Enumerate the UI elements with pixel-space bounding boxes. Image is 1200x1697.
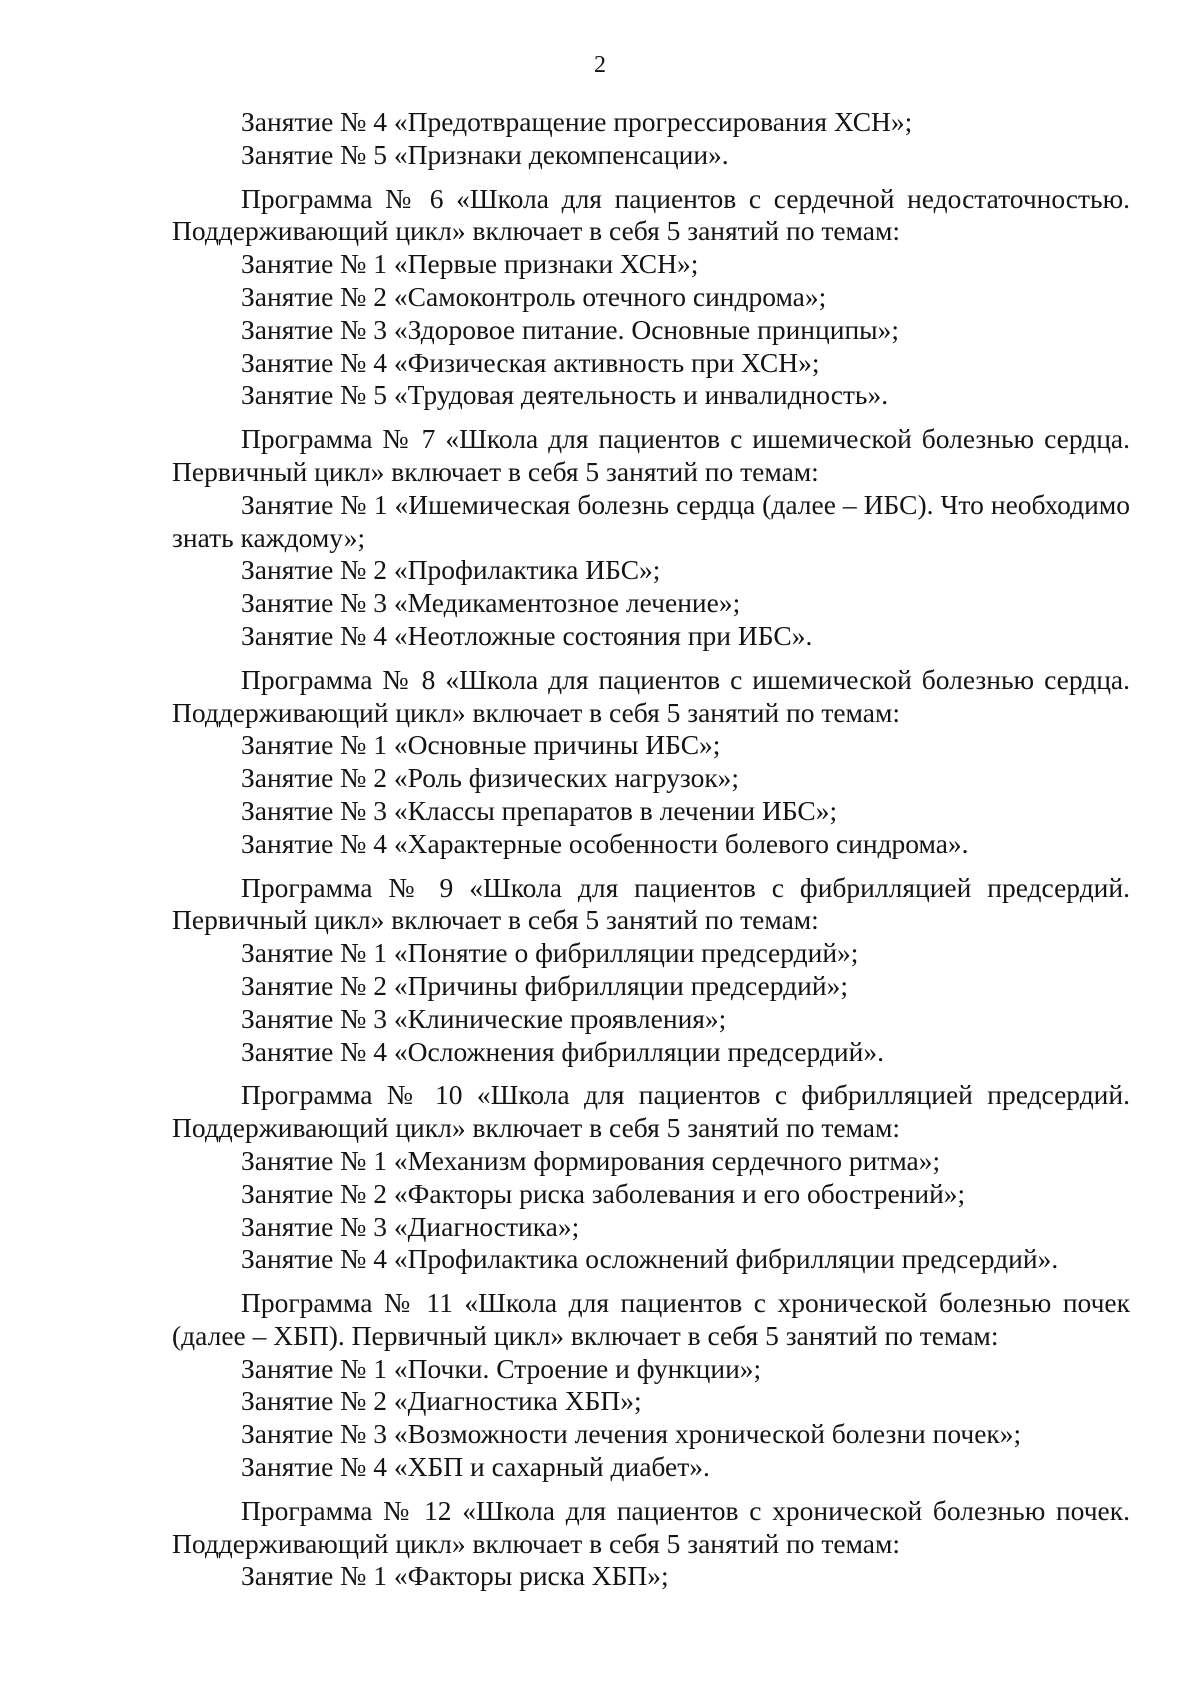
lesson-item: Занятие № 2 «Факторы риска заболевания и его обострений»; xyxy=(241,1177,966,1209)
lesson-item: Занятие № 2 «Диагностика ХБП»; xyxy=(241,1385,642,1417)
lesson-item: Занятие № 2 «Причины фибрилляции предсердий»; xyxy=(241,969,848,1001)
program-10-intro: Программа № 10 «Школа для пациентов с фибрилляцией предсердий. Поддерживающий цикл» включает в себя 5 занятий по темам: xyxy=(172,1079,1130,1144)
lesson-item: Занятие № 2 «Самоконтроль отечного синдрома»; xyxy=(241,280,827,312)
program-11-intro: Программа № 11 «Школа для пациентов с хронической болезнью почек (далее – ХБП). Первичный цикл» включает в себя 5 занятий по темам: xyxy=(172,1287,1130,1351)
document-body xyxy=(172,106,1130,1593)
lesson-item: Занятие № 3 «Клинические проявления»; xyxy=(241,1002,727,1034)
program-6-intro: Программа № 6 «Школа для пациентов с сердечной недостаточностью. Поддерживающий цикл» включает в себя 5 занятий по темам: xyxy=(172,182,1130,247)
page-number: 2 xyxy=(594,52,606,78)
program-9-intro: Программа № 9 «Школа для пациентов с фибрилляцией предсердий. Первичный цикл» включает в себя 5 занятий по темам: xyxy=(172,871,1130,936)
program-8-intro: Программа № 8 «Школа для пациентов с ишемической болезнью сердца. Поддерживающий цикл» включает в себя 5 занятий по темам: xyxy=(172,663,1130,728)
lesson-item: Занятие № 1 «Почки. Строение и функции»; xyxy=(241,1352,762,1384)
lesson-item: Занятие № 1 «Первые признаки ХСН»; xyxy=(241,248,699,280)
program-7-intro: Программа № 7 «Школа для пациентов с ишемической болезнью сердца. Первичный цикл» включает в себя 5 занятий по темам: xyxy=(172,423,1130,487)
lesson-item: Занятие № 4 «ХБП и сахарный диабет». xyxy=(241,1451,710,1483)
lesson-item: Занятие № 3 «Возможности лечения хронической болезни почек»; xyxy=(241,1418,1022,1450)
lesson-item: Занятие № 3 «Медикаментозное лечение»; xyxy=(241,587,741,619)
lesson-item: Занятие № 1 «Понятие о фибрилляции предсердий»; xyxy=(241,937,859,969)
lesson-item: Занятие № 1 «Основные причины ИБС»; xyxy=(241,729,721,761)
program-12-intro: Программа № 12 «Школа для пациентов с хронической болезнью почек. Поддерживающий цикл» включает в себя 5 занятий по темам: xyxy=(172,1494,1130,1559)
lesson-item: Занятие № 5 «Признаки декомпенсации». xyxy=(241,138,729,170)
lesson-item: Занятие № 4 «Характерные особенности болевого синдрома». xyxy=(241,827,969,859)
lesson-item: Занятие № 2 «Роль физических нагрузок»; xyxy=(241,762,740,794)
lesson-item: Занятие № 3 «Здоровое питание. Основные принципы»; xyxy=(241,313,900,345)
lesson-item: Занятие № 3 «Диагностика»; xyxy=(241,1210,580,1242)
lesson-item: Занятие № 5 «Трудовая деятельность и инвалидность». xyxy=(241,379,889,411)
lesson-item: Занятие № 4 «Предотвращение прогрессирования ХСН»; xyxy=(241,106,913,137)
lesson-item: Занятие № 4 «Неотложные состояния при ИБС». xyxy=(241,619,813,651)
lesson-item: Занятие № 4 «Осложнения фибрилляции предсердий». xyxy=(241,1035,884,1067)
lesson-item: Занятие № 1 «Факторы риска ХБП»; xyxy=(241,1560,669,1592)
lesson-item: Занятие № 1 «Ишемическая болезнь сердца (далее – ИБС). Что необходимо знать каждому»; xyxy=(172,488,1130,553)
lesson-item: Занятие № 4 «Физическая активность при ХСН»; xyxy=(241,346,820,378)
lesson-item: Занятие № 4 «Профилактика осложнений фибрилляции предсердий». xyxy=(241,1243,1059,1275)
lesson-item: Занятие № 2 «Профилактика ИБС»; xyxy=(241,554,661,586)
lesson-item: Занятие № 1 «Механизм формирования сердечного ритма»; xyxy=(241,1144,941,1176)
lesson-item: Занятие № 3 «Классы препаратов в лечении ИБС»; xyxy=(241,794,838,826)
